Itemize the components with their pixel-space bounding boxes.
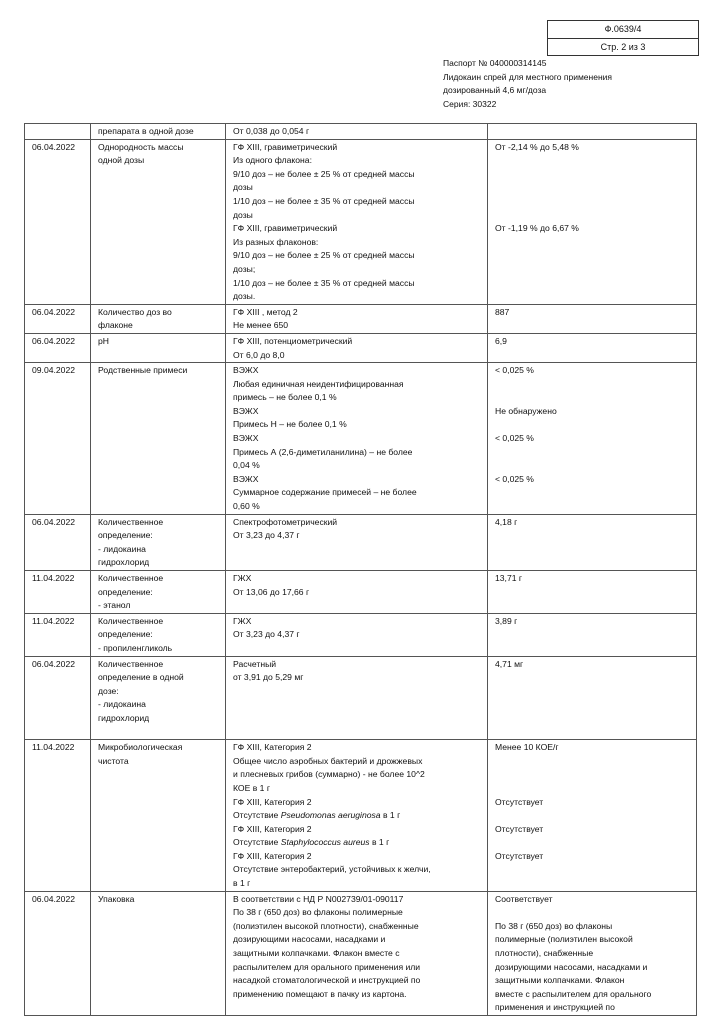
method-cell — [226, 571, 488, 614]
cell-line: Менее 10 КОЕ/г — [495, 742, 559, 753]
method-cell — [226, 656, 488, 740]
table-row — [25, 139, 697, 304]
form-code-box — [547, 20, 699, 56]
result-cell — [488, 571, 697, 614]
cell-line: 0,04 % — [233, 460, 260, 471]
date-cell: 06.04.2022 — [25, 139, 91, 304]
cell-line: 1/10 доз – не более ± 35 % от средней массы — [233, 195, 415, 206]
cell-line: Отсутствие Pseudomonas aeruginosa в 1 г — [233, 810, 401, 821]
cell-line: Упаковка — [98, 893, 135, 904]
cell-line: ГФ XIII, потенциометрический — [233, 335, 353, 346]
test-cell — [91, 124, 226, 140]
cell-line: ВЭЖХ — [233, 365, 259, 376]
test-cell — [91, 304, 226, 333]
cell-line: ВЭЖХ — [233, 473, 259, 484]
cell-line: дозы — [233, 182, 253, 193]
results-body — [25, 124, 697, 1016]
method-cell — [226, 363, 488, 515]
table-row — [25, 656, 697, 740]
cell-line: защитными колпачками. Флакон — [495, 975, 625, 986]
cell-line: определение: — [98, 629, 153, 640]
cell-line: 9/10 доз – не более ± 25 % от средней массы — [233, 250, 415, 261]
test-cell — [91, 571, 226, 614]
cell-line: плотности), снабженные — [495, 948, 594, 959]
result-cell — [488, 656, 697, 740]
cell-line: ГФ XIII, Категория 2 — [233, 823, 312, 834]
cell-line: применения и инструкцией по — [495, 1002, 615, 1013]
cell-line — [495, 906, 692, 920]
cell-line — [495, 209, 692, 223]
cell-line — [495, 181, 692, 195]
method-cell — [226, 514, 488, 570]
cell-line: насадкой стоматологической и инструкцией по — [233, 975, 421, 986]
cell-line — [495, 809, 692, 823]
results-table — [24, 123, 697, 1016]
cell-line: флаконе — [98, 320, 133, 331]
cell-line: Микробиологическая — [98, 742, 183, 753]
cell-line — [495, 378, 692, 392]
cell-line: ГЖХ — [233, 615, 252, 626]
cell-line: Однородность массы — [98, 141, 184, 152]
test-cell — [91, 514, 226, 570]
result-cell — [488, 363, 697, 515]
test-cell — [91, 740, 226, 892]
date-cell: 11.04.2022 — [25, 613, 91, 656]
method-cell — [226, 740, 488, 892]
cell-line: Из одного флакона: — [233, 155, 312, 166]
cell-line: От 3,23 до 4,37 г — [233, 530, 300, 541]
cell-line: < 0,025 % — [495, 473, 534, 484]
cell-line: Отсутствие энтеробактерий, устойчивых к желчи, — [233, 864, 431, 875]
date-cell: 11.04.2022 — [25, 740, 91, 892]
cell-line: Не менее 650 — [233, 320, 289, 331]
cell-line: 4,18 г — [495, 516, 518, 527]
cell-line: полимерные (полиэтилен высокой — [495, 934, 633, 945]
cell-line: Спектрофотометрический — [233, 516, 338, 527]
table-row — [25, 571, 697, 614]
series-number: Серия: 30322 — [443, 98, 497, 109]
cell-line: Общее число аэробных бактерий и дрожжевых — [233, 755, 423, 766]
table-row — [25, 613, 697, 656]
cell-line — [495, 836, 692, 850]
cell-line: Примесь Н – не более 0,1 % — [233, 419, 347, 430]
passport-header — [443, 57, 612, 111]
cell-line — [495, 446, 692, 460]
method-cell — [226, 304, 488, 333]
cell-line: ВЭЖХ — [233, 405, 259, 416]
test-cell — [91, 333, 226, 362]
cell-line: вместе с распылителем для орального — [495, 988, 652, 999]
cell-line: Из разных флаконов: — [233, 236, 319, 247]
cell-line: В соответствии с НД Р N002739/01-090117 — [233, 893, 404, 904]
passport-number: Паспорт № 040000314145 — [443, 58, 547, 68]
cell-line: дозирующими насосами, насадками и — [233, 934, 386, 945]
cell-line: 4,71 мг — [495, 658, 524, 669]
cell-line: 6,9 — [495, 335, 507, 346]
cell-line: От 0,038 до 0,054 г — [233, 126, 310, 136]
cell-line: одной дозы — [98, 155, 145, 166]
table-row — [25, 514, 697, 570]
cell-line: Отсутствие Staphylococcus aureus в 1 г — [233, 837, 390, 848]
page-number: Стр. 2 из 3 — [600, 42, 646, 52]
cell-line: 13,71 г — [495, 573, 523, 583]
cell-line: По 38 г (650 доз) во флаконы полимерные — [233, 907, 403, 918]
cell-line: определение: — [98, 586, 153, 597]
cell-line: От -1,19 % до 6,67 % — [495, 223, 579, 234]
cell-line: Не обнаружено — [495, 405, 557, 416]
cell-line: гидрохлорид — [98, 557, 150, 568]
date-cell: 06.04.2022 — [25, 304, 91, 333]
cell-line: ГФ XIII , метод 2 — [233, 306, 298, 317]
date-cell — [25, 124, 91, 140]
cell-line: примесь – не более 0,1 % — [233, 392, 337, 403]
result-cell — [488, 514, 697, 570]
cell-line: 3,89 г — [495, 615, 518, 626]
result-cell — [488, 124, 697, 140]
cell-line: ГФ XIII, Категория 2 — [233, 796, 312, 807]
cell-line: От 13,06 до 17,66 г — [233, 586, 310, 597]
cell-line: распылителем для орального применения или — [233, 961, 421, 972]
result-cell — [488, 613, 697, 656]
table-row — [25, 740, 697, 892]
cell-line: По 38 г (650 доз) во флаконы — [495, 920, 613, 931]
test-cell — [91, 139, 226, 304]
cell-line: Количественное — [98, 658, 164, 669]
date-cell: 06.04.2022 — [25, 514, 91, 570]
cell-line: 887 — [495, 306, 510, 317]
cell-line: Суммарное содержание примесей – не более — [233, 487, 417, 498]
cell-line: ВЭЖХ — [233, 433, 259, 444]
cell-line: дозирующими насосами, насадками и — [495, 961, 648, 972]
result-cell — [488, 891, 697, 1015]
cell-line — [495, 755, 692, 769]
cell-line — [495, 768, 692, 782]
cell-line — [495, 195, 692, 209]
cell-line: 1/10 доз – не более ± 35 % от средней массы — [233, 277, 415, 288]
cell-line: дозы; — [233, 263, 256, 274]
cell-line: 9/10 доз – не более ± 25 % от средней массы — [233, 168, 415, 179]
method-cell — [226, 124, 488, 140]
cell-line: Расчетный — [233, 658, 277, 669]
cell-line: от 3,91 до 5,29 мг — [233, 672, 304, 683]
test-cell — [91, 891, 226, 1015]
cell-line: Родственные примеси — [98, 365, 188, 376]
cell-line: Любая единичная неидентифицированная — [233, 378, 404, 389]
table-row — [25, 333, 697, 362]
cell-line: КОЕ в 1 г — [233, 782, 270, 793]
cell-line: - пропиленгликоль — [98, 642, 173, 653]
test-cell — [91, 656, 226, 740]
cell-line: Отсутствует — [495, 796, 544, 807]
date-cell: 06.04.2022 — [25, 891, 91, 1015]
result-cell — [488, 304, 697, 333]
test-cell — [91, 613, 226, 656]
cell-line: Отсутствует — [495, 850, 544, 861]
method-cell — [226, 891, 488, 1015]
cell-line: Количественное — [98, 615, 164, 626]
method-cell — [226, 333, 488, 362]
cell-line — [495, 782, 692, 796]
table-row — [25, 891, 697, 1015]
cell-line: - этанол — [98, 600, 131, 611]
cell-line: От 3,23 до 4,37 г — [233, 629, 300, 640]
cell-line: дозы — [233, 209, 253, 220]
cell-line: От -2,14 % до 5,48 % — [495, 141, 579, 152]
table-row — [25, 124, 697, 140]
test-cell — [91, 363, 226, 515]
table-row — [25, 304, 697, 333]
cell-line: От 6,0 до 8,0 — [233, 349, 285, 360]
cell-line: Количественное — [98, 516, 164, 527]
cell-line: Отсутствует — [495, 823, 544, 834]
result-cell — [488, 139, 697, 304]
cell-line: (полиэтилен высокой плотности), снабженные — [233, 920, 419, 931]
result-cell — [488, 333, 697, 362]
cell-line: ГФ XIII, Категория 2 — [233, 850, 312, 861]
cell-line: препарата в одной дозе — [98, 126, 194, 136]
cell-line: ГЖХ — [233, 573, 252, 583]
cell-line: < 0,025 % — [495, 365, 534, 376]
cell-line: ГФ XIII, гравиметрический — [233, 141, 338, 152]
date-cell: 09.04.2022 — [25, 363, 91, 515]
product-name-line1: Лидокаин спрей для местного применения — [443, 71, 613, 82]
cell-line: чистота — [98, 755, 129, 766]
cell-line — [495, 168, 692, 182]
cell-line: 0,60 % — [233, 501, 260, 512]
cell-line: < 0,025 % — [495, 433, 534, 444]
cell-line: определение в одной — [98, 672, 184, 683]
cell-line: Количественное — [98, 573, 164, 583]
result-cell — [488, 740, 697, 892]
cell-line: определение: — [98, 530, 153, 541]
cell-line — [495, 418, 692, 432]
table-row — [25, 363, 697, 515]
cell-line: в 1 г — [233, 878, 251, 889]
cell-line: Соответствует — [495, 893, 553, 904]
date-cell: 06.04.2022 — [25, 333, 91, 362]
product-name-line2: дозированный 4,6 мг/доза — [443, 85, 547, 95]
cell-line: pH — [98, 335, 109, 346]
cell-line: защитными колпачками. Флакон вместе с — [233, 948, 400, 959]
date-cell: 11.04.2022 — [25, 571, 91, 614]
method-cell — [226, 139, 488, 304]
cell-line: дозы. — [233, 291, 256, 302]
cell-line — [495, 459, 692, 473]
cell-line: - лидокаина — [98, 543, 146, 554]
cell-line — [495, 154, 692, 168]
form-code: Ф.0639/4 — [548, 21, 698, 39]
cell-line: и плесневых грибов (суммарно) - не более 10^2 — [233, 769, 425, 780]
cell-line: Количество доз во — [98, 306, 172, 317]
cell-line: дозе: — [98, 685, 119, 696]
cell-line: Примесь А (2,6-диметиланилина) – не более — [233, 446, 413, 457]
cell-line: ГФ XIII, гравиметрический — [233, 223, 338, 234]
cell-line: гидрохлорид — [98, 712, 150, 723]
cell-line: ГФ XIII, Категория 2 — [233, 742, 312, 753]
cell-line: применению помещают в пачку из картона. — [233, 988, 407, 999]
cell-line — [495, 391, 692, 405]
date-cell: 06.04.2022 — [25, 656, 91, 740]
cell-line — [98, 726, 221, 740]
method-cell — [226, 613, 488, 656]
cell-line: - лидокаина — [98, 699, 146, 710]
